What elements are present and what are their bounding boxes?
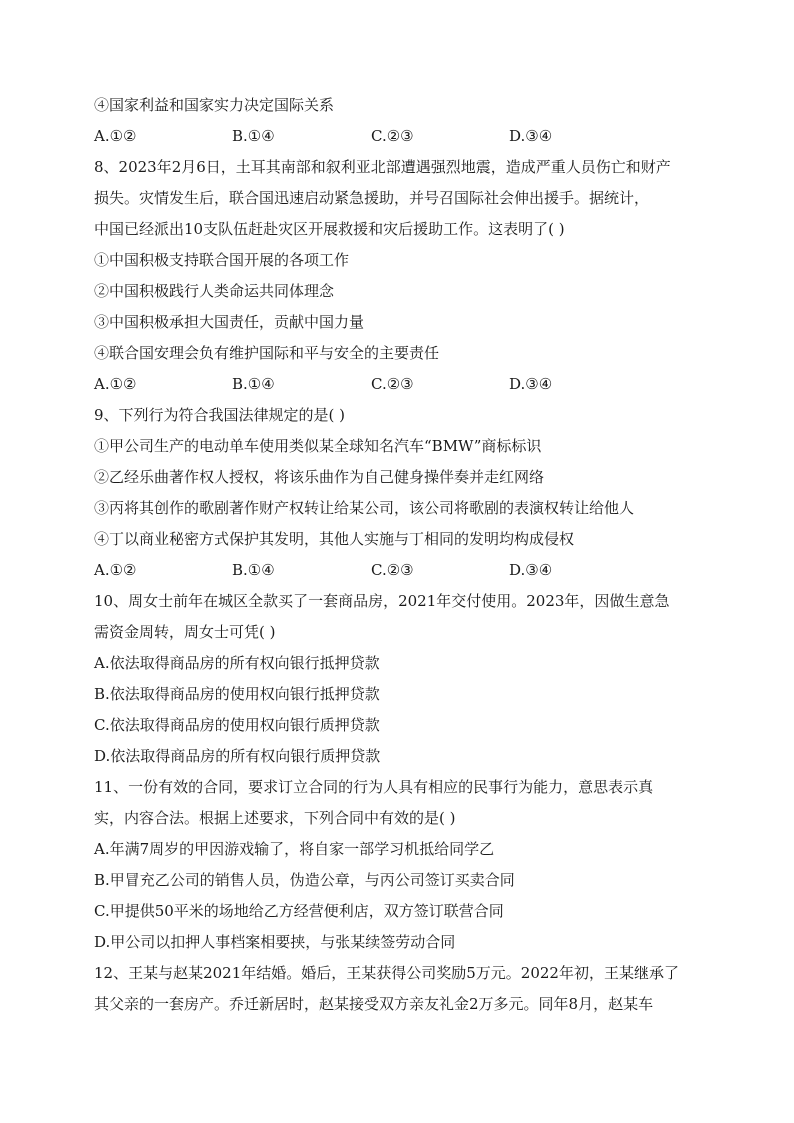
option-b[interactable]: B.依法取得商品房的使用权向银行抵押贷款 [94, 685, 380, 703]
question-8-stem: 中国已经派出10支队伍赶赴灾区开展救援和灾后援助工作。这表明了( ) [94, 220, 565, 238]
question-9-item: ③丙将其创作的歌剧著作财产权转让给某公司，该公司将歌剧的表演权转让给他人 [94, 499, 635, 517]
question-9-item: ②乙经乐曲著作权人授权，将该乐曲作为自己健身操伴奏并走红网络 [94, 468, 545, 486]
question-12-stem: 12、王某与赵某2021年结婚。婚后，王某获得公司奖励5万元。2022年初，王某继承了 [94, 964, 679, 982]
question-item: ④国家利益和国家实力决定国际关系 [94, 96, 335, 114]
question-8-item: ④联合国安理会负有维护国际和平与安全的主要责任 [94, 344, 440, 362]
question-12-stem: 其父亲的一套房产。乔迁新居时，赵某接受双方亲友礼金2万多元。同年8月，赵某车 [94, 995, 654, 1013]
question-8-options [94, 369, 704, 400]
question-8-item: ②中国积极践行人类命运共同体理念 [94, 282, 335, 300]
option-c[interactable]: C.②③ [371, 375, 414, 393]
option-b[interactable]: B.①④ [232, 375, 275, 393]
question-11-stem: 实，内容合法。根据上述要求，下列合同中有效的是( ) [94, 809, 456, 827]
option-d[interactable]: D.依法取得商品房的所有权向银行质押贷款 [94, 747, 381, 765]
option-a[interactable]: A.年满7周岁的甲因游戏输了，将自家一部学习机抵给同学乙 [94, 840, 495, 858]
question-9-options [94, 555, 704, 586]
answer-options [94, 121, 704, 152]
option-a[interactable]: A.①② [94, 561, 137, 579]
question-9-stem: 9、下列行为符合我国法律规定的是( ) [94, 406, 346, 424]
question-9-item: ④丁以商业秘密方式保护其发明，其他人实施与丁相同的发明均构成侵权 [94, 530, 575, 548]
option-c[interactable]: C.②③ [371, 127, 414, 145]
question-9-item: ①甲公司生产的电动单车使用类似某全球知名汽车“BMW”商标标识 [94, 437, 542, 455]
option-d[interactable]: D.甲公司以扣押人事档案相要挟，与张某续签劳动合同 [94, 933, 456, 951]
question-8-stem: 损失。灾情发生后，联合国迅速启动紧急援助，并号召国际社会伸出援手。据统计， [94, 189, 650, 207]
option-c[interactable]: C.依法取得商品房的使用权向银行质押贷款 [94, 716, 380, 734]
exam-page [94, 90, 704, 1020]
option-b[interactable]: B.①④ [232, 127, 275, 145]
question-8-stem: 8、2023年2月6日，土耳其南部和叙利亚北部遭遇强烈地震，造成严重人员伤亡和财产 [94, 158, 671, 176]
option-d[interactable]: D.③④ [509, 127, 553, 145]
question-8-item: ①中国积极支持联合国开展的各项工作 [94, 251, 350, 269]
option-c[interactable]: C.②③ [371, 561, 414, 579]
question-10-stem: 需资金周转，周女士可凭( ) [94, 623, 276, 641]
option-b[interactable]: B.①④ [232, 561, 275, 579]
option-c[interactable]: C.甲提供50平米的场地给乙方经营便利店，双方签订联营合同 [94, 902, 504, 920]
question-11-stem: 11、一份有效的合同，要求订立合同的行为人具有相应的民事行为能力，意思表示真 [94, 778, 654, 796]
option-a[interactable]: A.①② [94, 375, 137, 393]
question-10-stem: 10、周女士前年在城区全款买了一套商品房，2021年交付使用。2023年，因做生意急 [94, 592, 670, 610]
option-a[interactable]: A.依法取得商品房的所有权向银行抵押贷款 [94, 654, 380, 672]
option-d[interactable]: D.③④ [509, 375, 553, 393]
option-d[interactable]: D.③④ [509, 561, 553, 579]
question-8-item: ③中国积极承担大国责任，贡献中国力量 [94, 313, 365, 331]
option-b[interactable]: B.甲冒充乙公司的销售人员，伪造公章，与丙公司签订买卖合同 [94, 871, 515, 889]
option-a[interactable]: A.①② [94, 127, 137, 145]
